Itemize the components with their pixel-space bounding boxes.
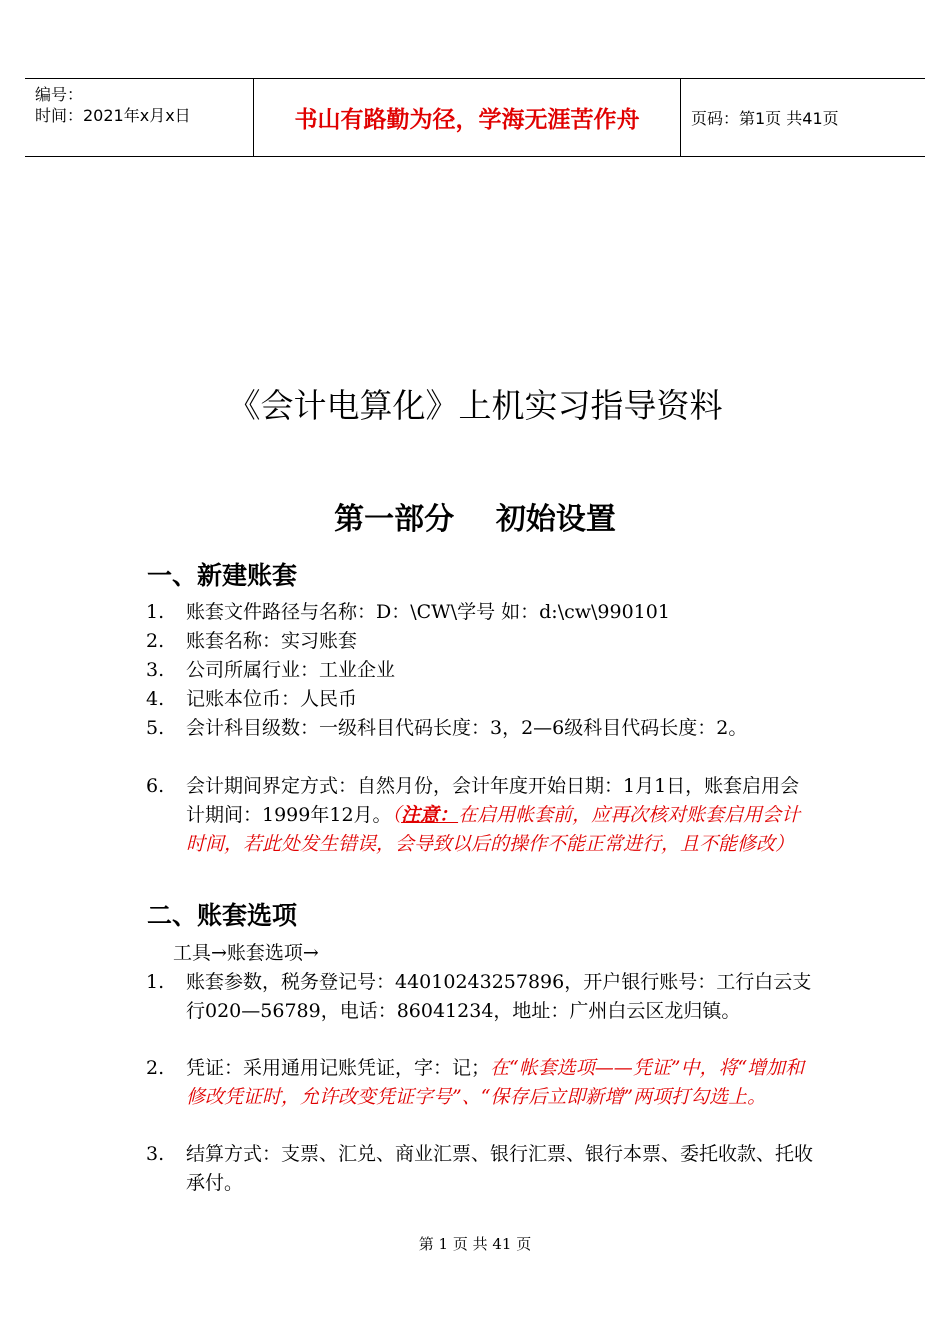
item-text: [186, 772, 816, 859]
list-item: [146, 627, 816, 656]
page-footer: 第 1 页 共 41 页: [418, 1235, 532, 1253]
section-title: 一、新建账套: [147, 561, 298, 590]
section-title: 二、账套选项: [147, 901, 298, 930]
item-text: 结算方式：支票、汇兑、商业汇票、银行汇票、银行本票、委托收款、托收承付。: [186, 1143, 814, 1194]
item-text: 记账本位币：人民币: [186, 688, 358, 710]
section-intro: 工具→账套选项→: [173, 942, 319, 964]
item-text: 公司所属行业：工业企业: [186, 659, 396, 681]
item-number: 1.: [146, 971, 165, 993]
list-item: [146, 1140, 816, 1198]
list-item: [146, 968, 816, 1026]
item-number: 3.: [146, 659, 165, 681]
number-label: 编号：: [35, 85, 84, 104]
part-title: 第一部分 初始设置: [334, 502, 616, 537]
header-page-info: [681, 79, 925, 156]
list-item: [146, 1054, 816, 1112]
list-item: [146, 656, 816, 685]
page-label: 页码：第1页 共41页: [691, 109, 839, 128]
note-label: 注意：: [401, 804, 459, 826]
item-text: [186, 1054, 816, 1112]
item-number: 1.: [146, 601, 165, 623]
list-item: [146, 685, 816, 714]
time-label: 时间：2021年x月x日: [35, 106, 191, 125]
list-item: [146, 772, 816, 859]
header-meta: [25, 79, 253, 156]
item-number: 3.: [146, 1143, 165, 1165]
item-text: 账套参数，税务登记号：44010243257896，开户银行账号：工行白云支行020—56789，电话：86041234，地址：广州白云区龙归镇。: [186, 971, 812, 1022]
item-text: 账套文件路径与名称：D：\CW\学号 如：d:\cw\990101: [186, 601, 670, 623]
document-title: 《会计电算化》上机实习指导资料: [227, 386, 723, 425]
note-text: 在启用帐套前，应再次核对账套启用会计时间，若此处发生错误，会导致以后的操作不能正常进行，且不能修改）: [186, 804, 801, 855]
header-motto: 书山有路勤为径，学海无涯苦作舟: [253, 79, 681, 156]
item-number: 2.: [146, 1057, 165, 1079]
list-item: [146, 598, 816, 627]
item-text: 账套名称：实习账套: [186, 630, 358, 652]
item-number: 4.: [146, 688, 165, 710]
note-text: 在“帐套选项——凭证”中，将“增加和修改凭证时，允许改变凭证字号”、“保存后立即新增”两项打勾选上。: [186, 1057, 805, 1108]
page-header: [25, 78, 925, 157]
item-number: 5.: [146, 717, 165, 739]
item-number: 2.: [146, 630, 165, 652]
item-text: 会计科目级数：一级科目代码长度：3，2—6级科目代码长度：2。: [186, 717, 748, 739]
list-item: [146, 714, 816, 743]
item-main-text: 凭证：采用通用记账凭证，字：记；: [186, 1057, 491, 1079]
item-number: 6.: [146, 775, 165, 797]
note-open: （: [391, 804, 402, 826]
item-main-text: 会计期间界定方式：自然月份，会计年度开始日期：1月1日，账套启用会计期间：1999年12月。: [186, 775, 800, 826]
